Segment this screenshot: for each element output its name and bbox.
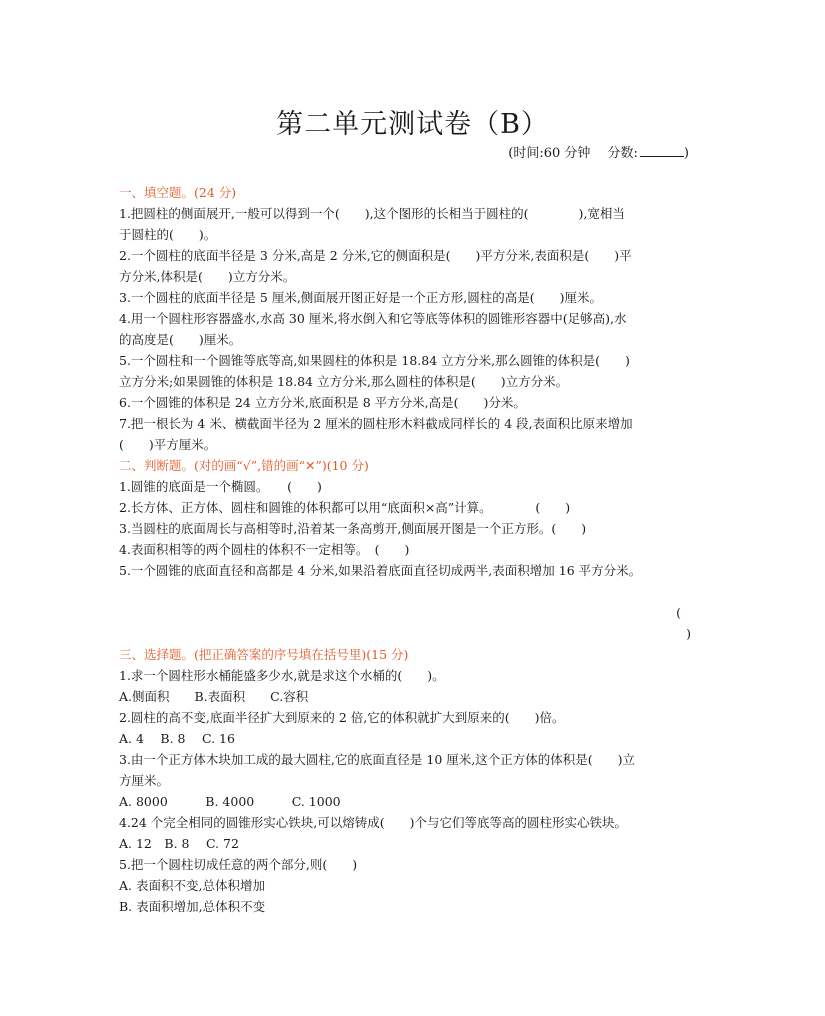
question-line: 2.一个圆柱的底面半径是 3 分米,高是 2 分米,它的侧面积是( )平方分米,表面积是( )平	[119, 248, 632, 263]
question-line: 4.24 个完全相同的圆锥形实心铁块,可以熔铸成( )个与它们等底等高的圆柱形实心铁块。	[119, 815, 628, 830]
question-line: 4.表面积相等的两个圆柱的体积不一定相等。 ( )	[119, 542, 410, 557]
choice-line: A.侧面积 B.表面积 C.容积	[119, 689, 309, 704]
question-line: 5.一个圆柱和一个圆锥等底等高,如果圆柱的体积是 18.84 立方分米,那么圆锥的体积是( )	[119, 353, 630, 368]
question-line: 6.一个圆锥的体积是 24 立方分米,底面积是 8 平方分米,高是( )分米。	[119, 395, 526, 410]
choice-line: A. 8000 B. 4000 C. 1000	[119, 794, 341, 809]
section-heading-multiple-choice: 三、选择题。(把正确答案的序号填在括号里)(15 分)	[119, 647, 409, 662]
answer-paren-open: (	[676, 605, 681, 620]
time-score-label: (时间:60 分钟 分数:	[508, 146, 638, 161]
choice-line: A. 4 B. 8 C. 16	[119, 731, 235, 746]
spacer	[119, 581, 705, 602]
question-line: 7.把一根长为 4 米、横截面半径为 2 厘米的圆柱形木料截成同样长的 4 段,表面积比原来增加	[119, 416, 633, 431]
section-heading-fill-blank: 一、填空题。(24 分)	[119, 185, 237, 200]
question-line: 3.一个圆柱的底面半径是 5 厘米,侧面展开图正好是一个正方形,圆柱的高是( )厘米。	[119, 290, 603, 305]
question-line: 3.由一个正方体木块加工成的最大圆柱,它的底面直径是 10 厘米,这个正方体的体积是( )立	[119, 752, 635, 767]
question-line: 的高度是( )厘米。	[119, 332, 242, 347]
question-line: 1.圆锥的底面是一个椭圆。 ( )	[119, 479, 322, 494]
choice-line: A. 12 B. 8 C. 72	[119, 836, 239, 851]
question-line: 立方分米;如果圆锥的体积是 18.84 立方分米,那么圆柱的体积是( )立方分米。	[119, 374, 569, 389]
question-line: 5.把一个圆柱切成任意的两个部分,则( )	[119, 857, 358, 872]
choice-line: B. 表面积增加,总体积不变	[119, 899, 266, 914]
question-line: 1.把圆柱的侧面展开,一般可以得到一个( ),这个图形的长相当于圆柱的( ),宽相当	[119, 206, 625, 221]
answer-paren-close: )	[686, 626, 691, 641]
question-line: 方分米,体积是( )立方分米。	[119, 269, 296, 284]
question-line: 1.求一个圆柱形水桶能盛多少水,就是求这个水桶的( )。	[119, 668, 445, 683]
question-line: 方厘米。	[119, 773, 170, 788]
section-heading-true-false: 二、判断题。(对的画“√”,错的画“✕”)(10 分)	[119, 458, 369, 473]
exam-content	[119, 182, 705, 917]
exam-meta	[508, 142, 689, 161]
score-blank[interactable]	[640, 144, 684, 157]
choice-line: A. 表面积不变,总体积增加	[119, 878, 265, 893]
question-line: 2.长方体、正方体、圆柱和圆锥的体积都可以用“底面积×高”计算。 ( )	[119, 500, 571, 515]
question-line: 5.一个圆锥的底面直径和高都是 4 分米,如果沿着底面直径切成两半,表面积增加 16 平方分米。	[119, 563, 642, 578]
question-line: ( )平方厘米。	[119, 437, 217, 452]
question-line: 2.圆柱的高不变,底面半径扩大到原来的 2 倍,它的体积就扩大到原来的( )倍。	[119, 710, 565, 725]
question-line: 3.当圆柱的底面周长与高相等时,沿着某一条高剪开,侧面展开图是一个正方形。( )	[119, 521, 587, 536]
meta-close: )	[683, 146, 689, 161]
question-line: 4.用一个圆柱形容器盛水,水高 30 厘米,将水倒入和它等底等体积的圆锥形容器中(足够高),水	[119, 311, 627, 326]
question-line: 于圆柱的( )。	[119, 227, 217, 242]
page-title: 第二单元测试卷（B）	[276, 109, 549, 140]
